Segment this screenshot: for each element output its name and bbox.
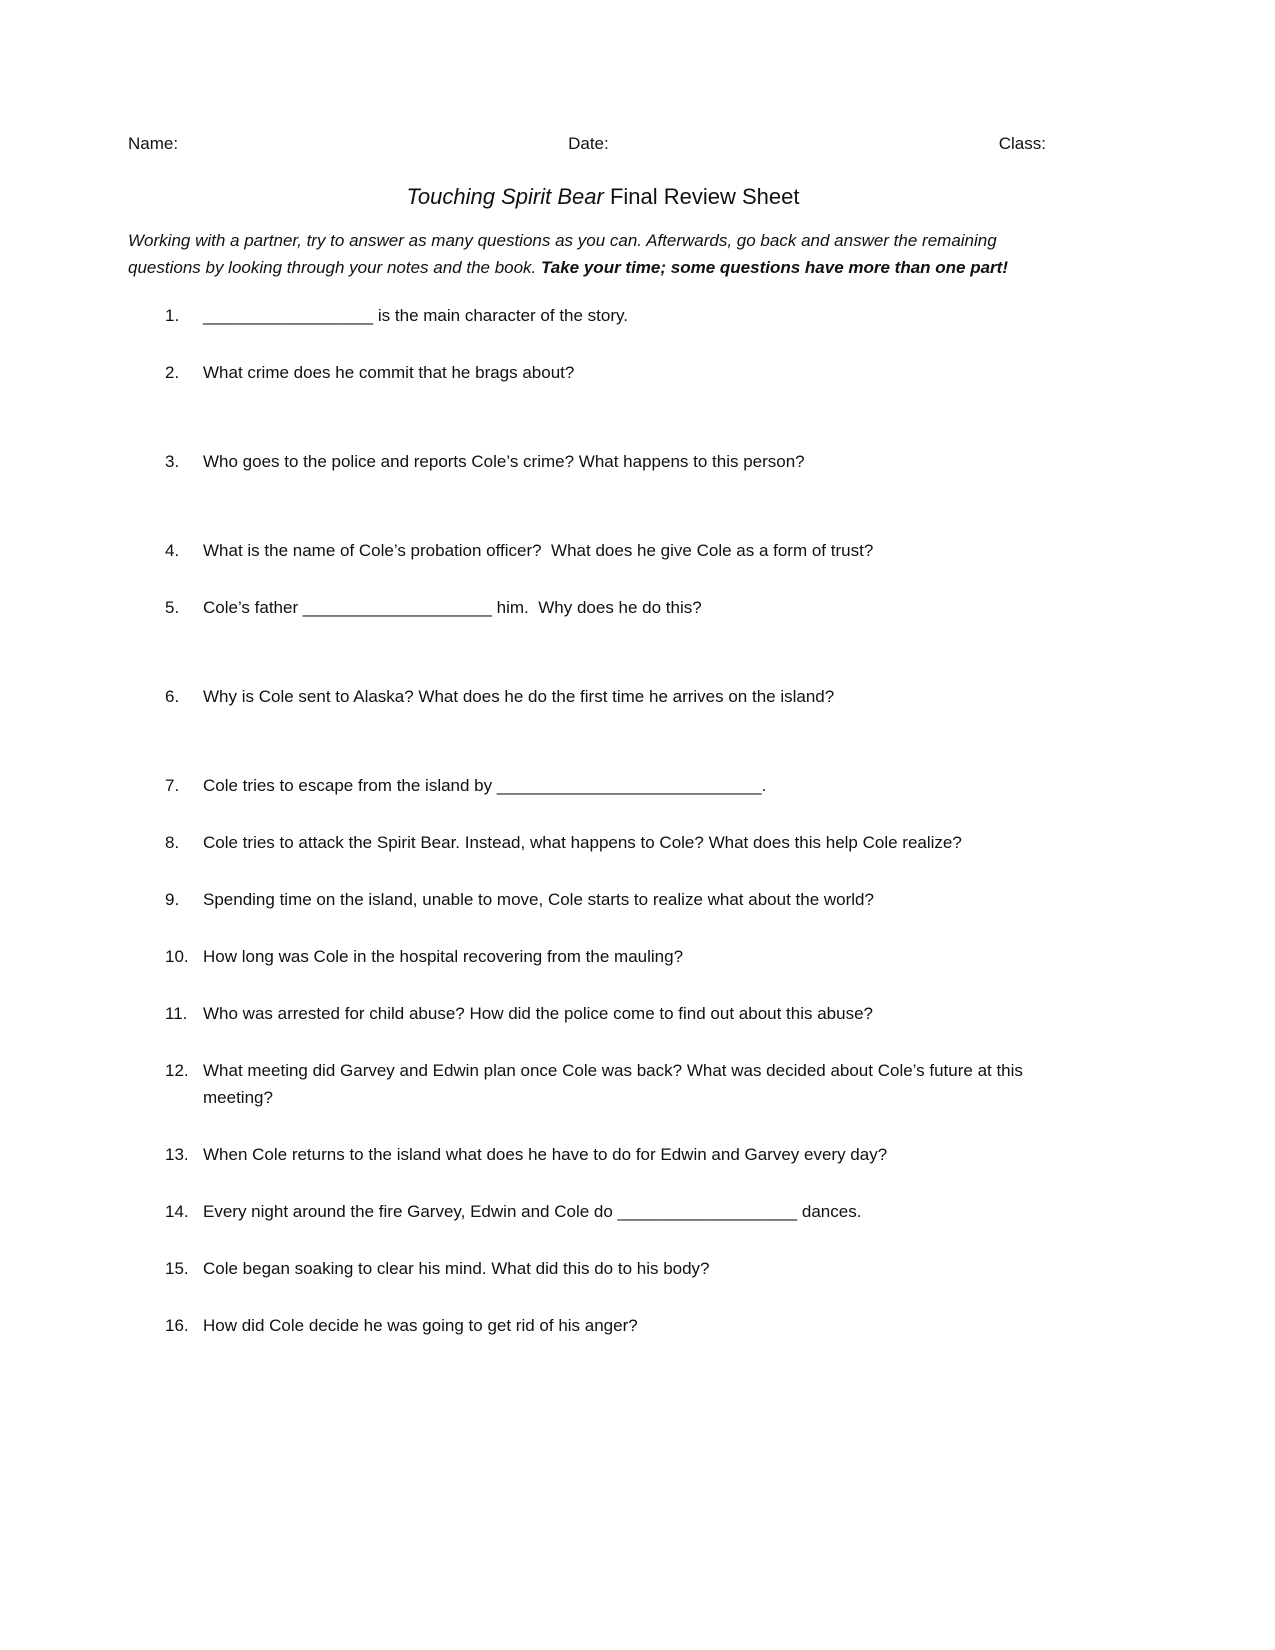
question-number: 14. xyxy=(165,1202,189,1221)
question-text: When Cole returns to the island what does he have to do for Edwin and Garvey every day? xyxy=(203,1145,888,1164)
question-number: 5. xyxy=(165,598,180,617)
question-number: 16. xyxy=(165,1316,189,1335)
doc-header xyxy=(128,130,1046,157)
name-label: Name: xyxy=(128,134,179,153)
question-text: How long was Cole in the hospital recovering from the mauling? xyxy=(203,947,684,966)
question-text: Cole’s father ____________________ him. Why does he do this? xyxy=(203,598,702,617)
question-text: __________________ is the main character of the story. xyxy=(203,306,628,325)
question-row xyxy=(165,1198,1077,1225)
question-row xyxy=(165,1000,1077,1027)
question-row xyxy=(165,943,1077,970)
intro-normal-text: Working with a partner, try to answer as many questions as you can. Afterwards, go back and answer the remaining questions by looking through your notes and the book. xyxy=(128,231,997,277)
title-book-name: Touching Spirit Bear xyxy=(406,184,604,209)
title-rest: Final Review Sheet xyxy=(603,184,800,209)
question-number: 6. xyxy=(165,687,180,706)
question-text: Cole tries to escape from the island by ____________________________. xyxy=(203,776,767,795)
intro-paragraph xyxy=(128,227,1064,281)
question-number: 8. xyxy=(165,833,180,852)
intro-bold-text: Take your time; some questions have more than one part! xyxy=(541,258,1008,277)
question-row xyxy=(165,886,1077,913)
question-text: How did Cole decide he was going to get rid of his anger? xyxy=(203,1316,638,1335)
question-text: Spending time on the island, unable to move, Cole starts to realize what about the world? xyxy=(203,890,874,909)
question-number: 13. xyxy=(165,1145,189,1164)
question-text: What crime does he commit that he brags about? xyxy=(203,363,575,382)
question-row xyxy=(165,594,1077,621)
question-number: 1. xyxy=(165,306,180,325)
question-row xyxy=(165,448,1077,475)
question-row xyxy=(165,1255,1077,1282)
question-text: Who was arrested for child abuse? How did the police come to find out about this abuse? xyxy=(203,1004,873,1023)
class-label: Class: xyxy=(998,134,1046,153)
question-row xyxy=(165,683,1077,710)
page-title xyxy=(128,182,1078,212)
question-number: 7. xyxy=(165,776,180,795)
question-text: Why is Cole sent to Alaska? What does he do the first time he arrives on the island? xyxy=(203,687,835,706)
question-number: 2. xyxy=(165,363,180,382)
question-number: 12. xyxy=(165,1061,189,1080)
question-row xyxy=(165,1312,1077,1339)
question-number: 11. xyxy=(165,1004,188,1023)
question-row xyxy=(165,302,1077,329)
date-label: Date: xyxy=(568,134,609,153)
question-text: Cole tries to attack the Spirit Bear. Instead, what happens to Cole? What does this help Cole realize? xyxy=(203,833,962,852)
question-text: What is the name of Cole’s probation officer? What does he give Cole as a form of trust? xyxy=(203,541,874,560)
question-number: 3. xyxy=(165,452,180,471)
question-number: 9. xyxy=(165,890,180,909)
question-text: Who goes to the police and reports Cole’s crime? What happens to this person? xyxy=(203,452,805,471)
question-number: 15. xyxy=(165,1259,189,1278)
question-row xyxy=(165,359,1077,386)
question-row xyxy=(165,1057,1077,1111)
question-row xyxy=(165,537,1077,564)
question-number: 10. xyxy=(165,947,189,966)
question-text: What meeting did Garvey and Edwin plan once Cole was back? What was decided about Cole’s future at this meeting? xyxy=(203,1061,1028,1107)
question-list xyxy=(165,302,1077,1339)
question-row xyxy=(165,1141,1077,1168)
question-text: Cole began soaking to clear his mind. What did this do to his body? xyxy=(203,1259,710,1278)
question-text: Every night around the fire Garvey, Edwin and Cole do ___________________ dances. xyxy=(203,1202,862,1221)
question-number: 4. xyxy=(165,541,180,560)
question-row xyxy=(165,772,1077,799)
question-row xyxy=(165,829,1077,856)
